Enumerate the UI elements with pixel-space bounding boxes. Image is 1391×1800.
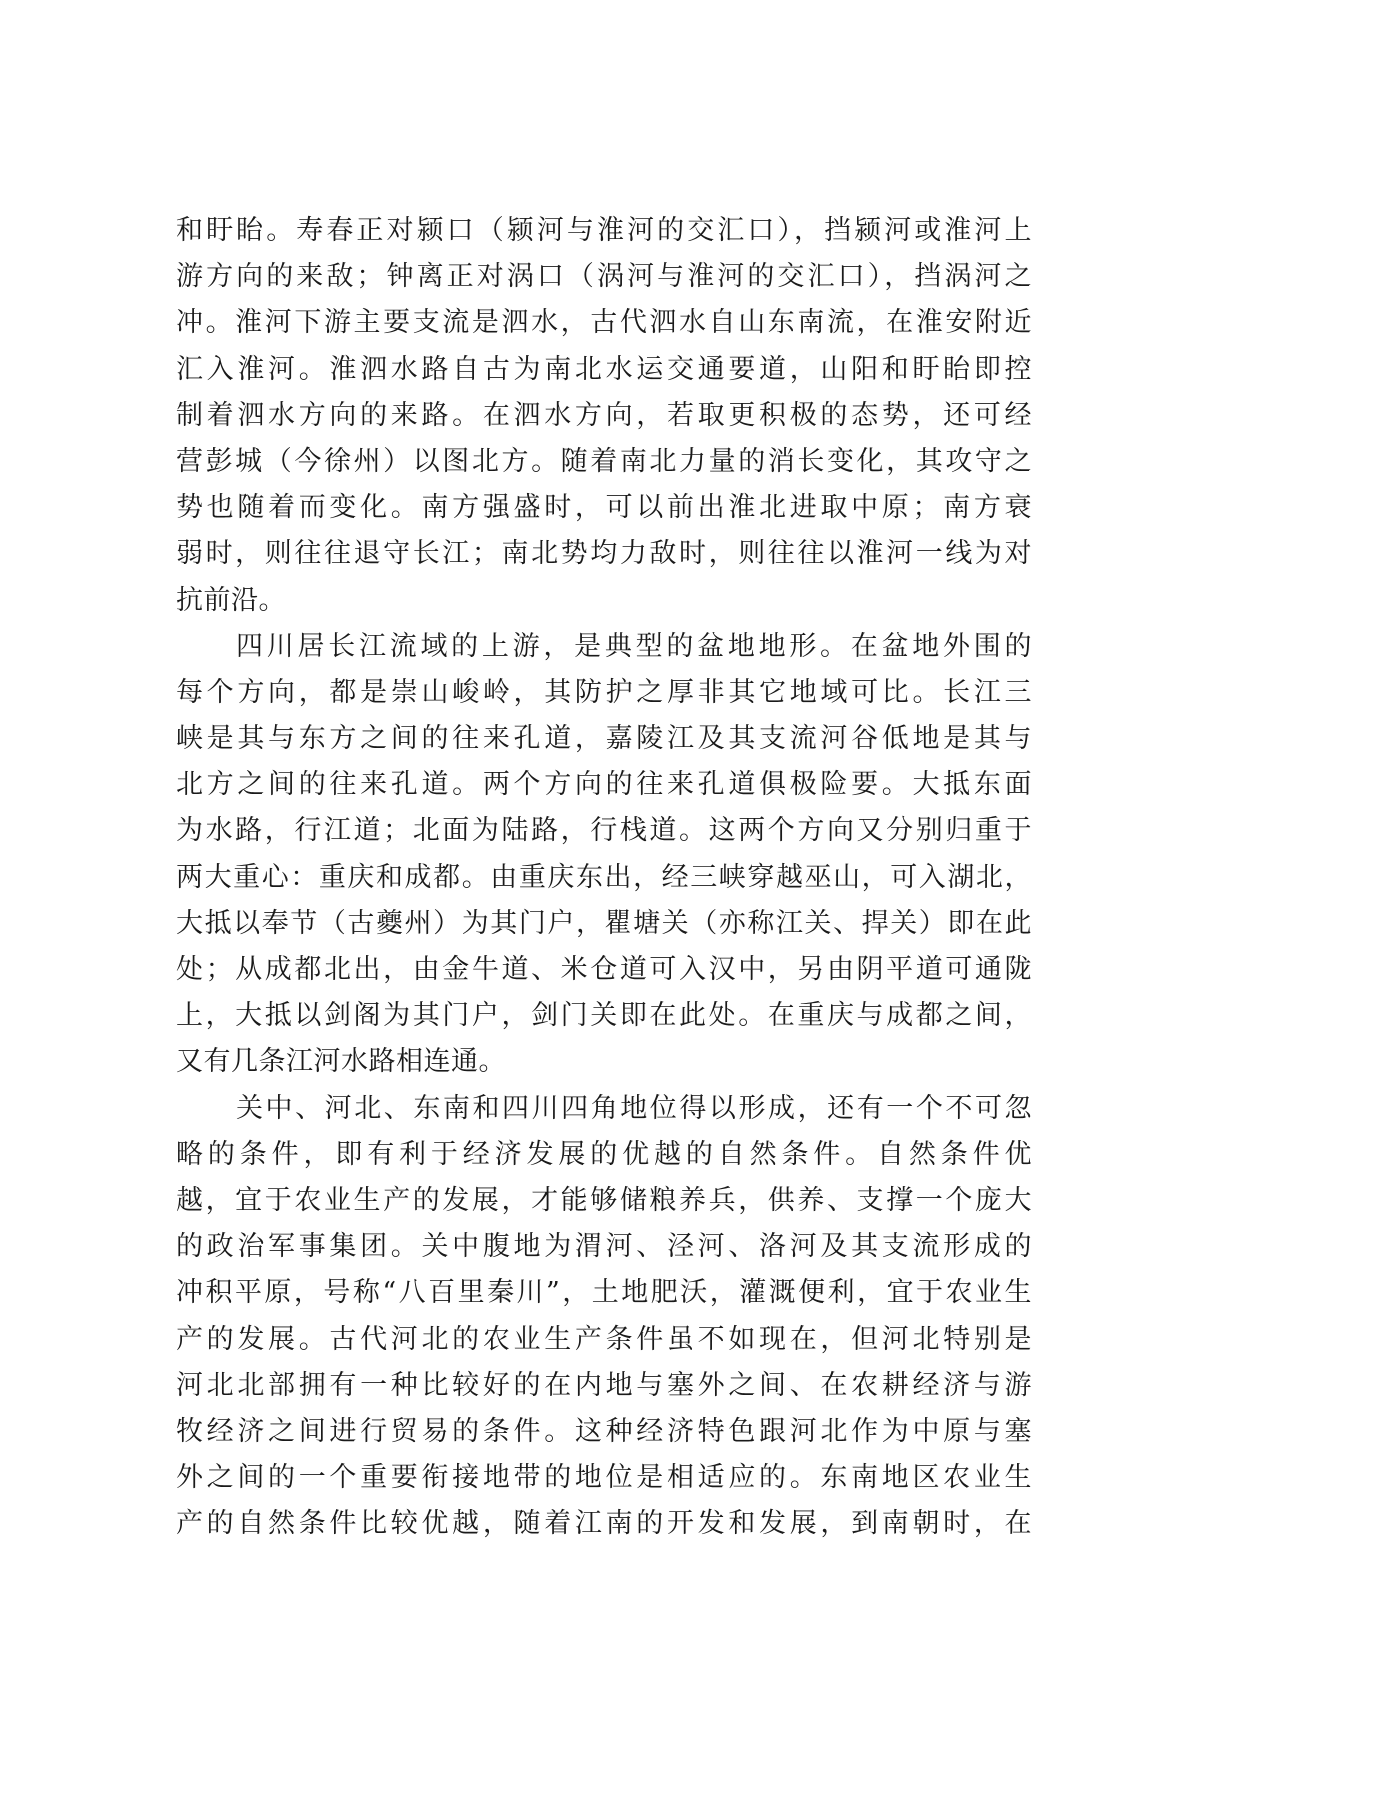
text-line: 大抵以奉节（古夔州）为其门户，瞿塘关（亦称江关、捍关）即在此 bbox=[176, 907, 1032, 939]
text-line: 北方之间的往来孔道。两个方向的往来孔道俱极险要。大抵东面 bbox=[176, 769, 1032, 801]
text-line: 越，宜于农业生产的发展，才能够储粮养兵，供养、支撑一个庞大 bbox=[176, 1184, 1032, 1216]
text-line: 冲。淮河下游主要支流是泗水，古代泗水自山东南流，在淮安附近 bbox=[176, 307, 1032, 339]
text-line: 汇入淮河。淮泗水路自古为南北水运交通要道，山阳和盱眙即控 bbox=[176, 353, 1032, 385]
text-line: 河北北部拥有一种比较好的在内地与塞外之间、在农耕经济与游 bbox=[176, 1369, 1032, 1401]
text-line: 势也随着而变化。南方强盛时，可以前出淮北进取中原；南方衰 bbox=[176, 492, 1032, 524]
text-line: 营彭城（今徐州）以图北方。随着南北力量的消长变化，其攻守之 bbox=[176, 445, 1032, 477]
text-line: 峡是其与东方之间的往来孔道，嘉陵江及其支流河谷低地是其与 bbox=[176, 723, 1032, 755]
text-line: 处；从成都北出，由金牛道、米仓道可入汉中，另由阴平道可通陇 bbox=[176, 954, 1032, 985]
text-line: 弱时，则往往退守长江；南北势均力敌时，则往往以淮河一线为对 bbox=[176, 538, 1032, 570]
text-line: 制着泗水方向的来路。在泗水方向，若取更积极的态势，还可经 bbox=[176, 399, 1032, 431]
text-line: 产的自然条件比较优越，随着江南的开发和发展，到南朝时，在 bbox=[176, 1508, 1032, 1540]
text-line: 略的条件，即有利于经济发展的优越的自然条件。自然条件优 bbox=[176, 1138, 1032, 1170]
paragraph-first-line: 四川居长江流域的上游，是典型的盆地地形。在盆地外围的 bbox=[236, 630, 1032, 662]
text-line: 每个方向，都是崇山峻岭，其防护之厚非其它地域可比。长江三 bbox=[176, 676, 1032, 708]
text-line: 外之间的一个重要衔接地带的地位是相适应的。东南地区农业生 bbox=[176, 1462, 1032, 1494]
text-line: 又有几条江河水路相连通。 bbox=[176, 1046, 506, 1078]
text-line: 上，大抵以剑阁为其门户，剑门关即在此处。在重庆与成都之间， bbox=[176, 1000, 1032, 1032]
text-line: 冲积平原，号称“八百里秦川”，土地肥沃，灌溉便利，宜于农业生 bbox=[176, 1277, 1032, 1309]
body-text bbox=[176, 208, 1032, 1547]
paragraph-first-line: 关中、河北、东南和四川四角地位得以形成，还有一个不可忽 bbox=[236, 1092, 1032, 1124]
text-line: 抗前沿。 bbox=[176, 584, 286, 616]
text-line: 产的发展。古代河北的农业生产条件虽不如现在，但河北特别是 bbox=[176, 1323, 1032, 1355]
text-line: 和盱眙。寿春正对颍口（颍河与淮河的交汇口），挡颍河或淮河上 bbox=[176, 215, 1032, 246]
text-line: 两大重心：重庆和成都。由重庆东出，经三峡穿越巫山，可入湖北， bbox=[176, 861, 1032, 893]
text-line: 为水路，行江道；北面为陆路，行栈道。这两个方向又分别归重于 bbox=[176, 815, 1032, 847]
text-line: 游方向的来敌；钟离正对涡口（涡河与淮河的交汇口），挡涡河之 bbox=[176, 261, 1032, 293]
text-line: 的政治军事集团。关中腹地为渭河、泾河、洛河及其支流形成的 bbox=[176, 1231, 1032, 1263]
text-line: 牧经济之间进行贸易的条件。这种经济特色跟河北作为中原与塞 bbox=[176, 1415, 1032, 1447]
